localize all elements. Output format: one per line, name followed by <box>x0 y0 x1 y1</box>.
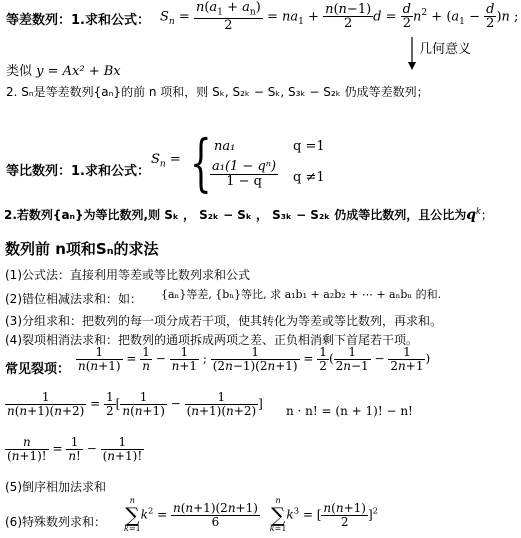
method-5: (5)倒序相加法求和 <box>5 480 106 494</box>
geom-case2: $\frac{\text{a₁(1 − qⁿ)}}{1 - q}$ <box>212 159 277 189</box>
method-1: (1)公式法：直接利用等差或等比数列求和公式 <box>5 268 250 282</box>
geom-line-1 <box>6 160 150 179</box>
geom-title: 等比数列： <box>6 164 72 179</box>
method-6: (6)特殊数列求和： <box>5 515 106 529</box>
brace: { <box>190 126 212 199</box>
geom-case1: na₁ <box>214 139 236 154</box>
method-2-tail: {aₙ}等差, {bₙ}等比, 求 a₁b₁ + a₂b₂ + ⋯ + aₙbₙ 的和. <box>161 288 442 301</box>
split-formula-3: $\frac{n}{(n+1)!}$ = $\frac{1}{n!}$ − $\frac{1}{(n+1)!}$ <box>7 435 143 463</box>
geom-meaning-label: 几何意义 <box>419 42 472 57</box>
common-split-label: 常见裂项： <box>5 362 71 377</box>
arith-item1-label: 1.求和公式： <box>71 13 150 28</box>
factorial-identity: n · n! = (n + 1)! − n! <box>286 404 413 418</box>
special-sum-formulas: n ∑ k=1 $k^2$ = $\frac{n(n+1)(2n+1)}{6}$ n ∑ k=1 $k^3$ = [ $\frac{n(n+1)}{2}$ ]$^2$ <box>124 496 378 533</box>
split-formula-1: $\frac{1}{n(n+1)}$ = $\frac{1}{n}$ − $\frac{1}{n+1}$ ; $\frac{1}{(2n-1)(2n+1)}$ = $\frac{1}{2}$ ( $\frac{1}{2n-1}$ − $\frac{1}{2n+1}$ ) <box>78 345 431 373</box>
arith-item2: 2. Sₙ是等差数列{aₙ}的前 n 项和，则 Sₖ, S₂ₖ − Sₖ, S₃ₖ − S₂ₖ 仍成等差数列； <box>6 85 429 99</box>
method-2: (2)错位相减法求和：如： <box>5 292 142 306</box>
geom-item2: 2.若数列{aₙ}为等比数列,则 Sₖ ， S₂ₖ − Sₖ ， S₃ₖ − S₂ₖ 仍成等比数列，且公比为$q^k$； <box>4 206 493 223</box>
split-formula-2: $\frac{1}{n(n+1)(n+2)}$ = $\frac{1}{2}$ [ $\frac{1}{n(n+1)}$ − $\frac{1}{(n+1)(n+2)}$ ] <box>7 390 263 418</box>
geom-case2-cond: q ≠1 <box>293 170 325 185</box>
arith-sum-formula: $S_n$ = $\frac{n(a_1 + a_n)}{2}$ = $na_1$ + $\frac{n(n-1)}{2}$ d = $\frac{d}{2}$ $n^2 + (a_1$ − $\frac{d}{2}$ )n ; <box>160 0 519 34</box>
geom-case1-cond: q =1 <box>293 139 325 154</box>
method-4: (4)裂项相消法求和：把数列的通项拆成两项之差、正负相消剩下首尾若干项。 <box>5 333 419 347</box>
arith-title: 等差数列： <box>6 13 72 28</box>
geom-sum-lhs: $S_n$ = <box>151 152 181 170</box>
geom-item1-label: 1.求和公式： <box>71 164 150 179</box>
similar-line: 类似 y = Ax² + Bx <box>6 64 121 79</box>
methods-heading: 数列前 n项和Sₙ的求法 <box>5 240 159 258</box>
method-3: (3)分组求和：把数列的每一项分成若干项，使其转化为等差或等比数列，再求和。 <box>5 314 443 328</box>
